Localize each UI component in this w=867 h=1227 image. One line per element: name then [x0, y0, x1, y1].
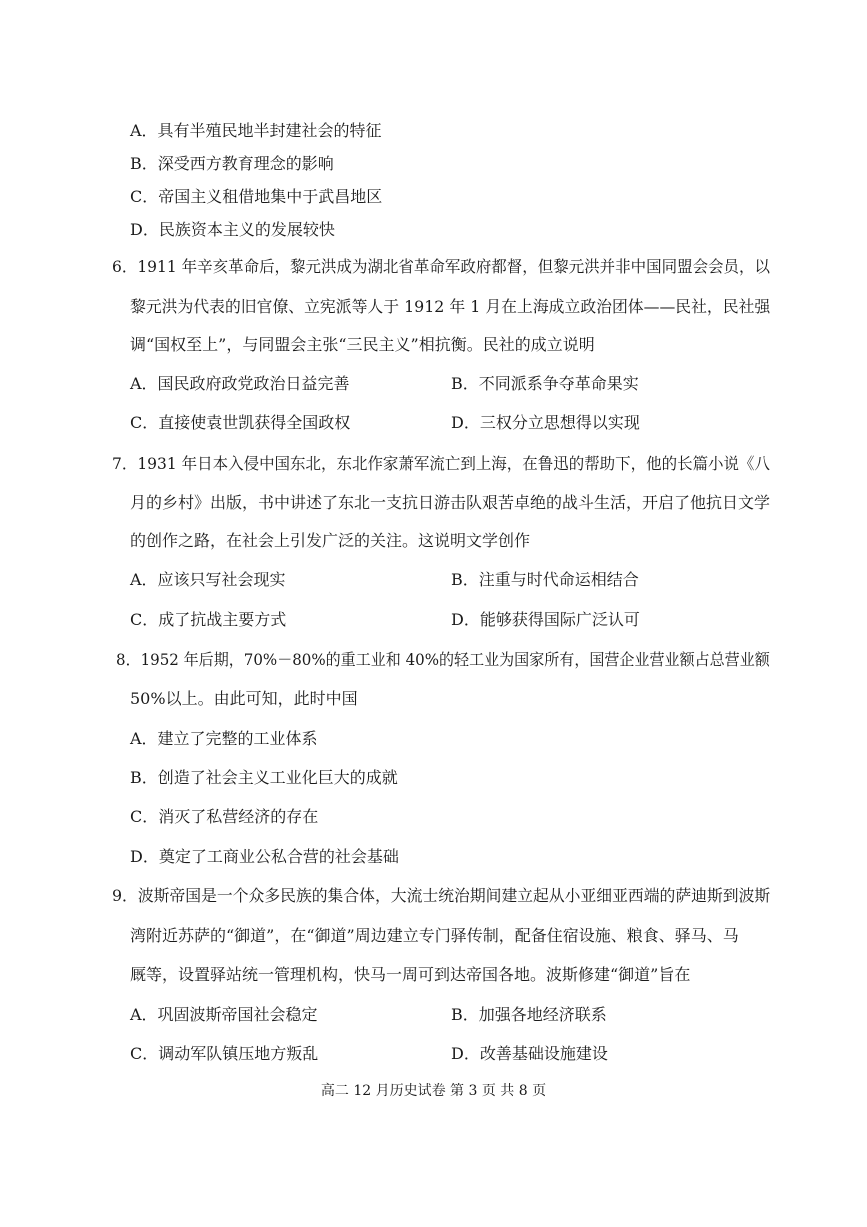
q6-option-a: A．国民政府政党政治日益完善: [130, 374, 350, 393]
q9-option-a: A．巩固波斯帝国社会稳定: [130, 1005, 318, 1024]
q9-option-d: D．改善基础设施建设: [451, 1044, 608, 1063]
page-footer: 高二 12 月历史试卷 第 3 页 共 8 页: [320, 1083, 547, 1099]
q7-option-d: D．能够获得国际广泛认可: [451, 610, 640, 629]
q8-stem-line-2: 50%以上。由此可知，此时中国: [130, 689, 358, 708]
q7-stem-line-2: 月的乡村》出版，书中讲述了东北一支抗日游击队艰苦卓绝的战斗生活，开启了他抗日文学: [130, 493, 771, 512]
q5-option-b: B．深受西方教育理念的影响: [130, 154, 334, 173]
q6-stem-line-3: 调“国权至上”，与同盟会主张“三民主义”相抗衡。民社的成立说明: [130, 335, 595, 354]
q7-option-a: A．应该只写社会现实: [130, 570, 286, 589]
q9-stem-line-3: 厩等，设置驿站统一管理机构，快马一周可到达帝国各地。波斯修建“御道”旨在: [130, 965, 691, 984]
q5-option-a: A．具有半殖民地半封建社会的特征: [130, 121, 382, 140]
q7-stem-line-3: 的创作之路，在社会上引发广泛的关注。这说明文学创作: [130, 531, 531, 550]
q7-stem-line-1: 7．1931 年日本入侵中国东北，东北作家萧军流亡到上海，在鲁迅的帮助下，他的长篇小说《八: [112, 454, 770, 473]
q6-stem-line-1: 6．1911 年辛亥革命后，黎元洪成为湖北省革命军政府都督，但黎元洪并非中国同盟会会员，以: [112, 257, 770, 276]
q5-option-d: D．民族资本主义的发展较快: [130, 220, 335, 239]
q5-option-c: C．帝国主义租借地集中于武昌地区: [130, 187, 383, 206]
q8-option-a: A．建立了完整的工业体系: [130, 729, 318, 748]
q6-option-c: C．直接使袁世凯获得全国政权: [130, 413, 351, 432]
q8-stem-line-1: 8．1952 年后期，70%－80%的重工业和 40%的轻工业为国家所有，国营企业营业额占总营业额: [116, 650, 770, 669]
q9-option-c: C．调动军队镇压地方叛乱: [130, 1044, 319, 1063]
q9-option-b: B．加强各地经济联系: [451, 1005, 607, 1024]
q8-option-c: C．消灭了私营经济的存在: [130, 807, 319, 826]
q7-option-c: C．成了抗战主要方式: [130, 610, 287, 629]
q9-stem-line-2: 湾附近苏萨的“御道”，在“御道”周边建立专门驿传制，配备住宿设施、粮食、驿马、马: [130, 926, 739, 945]
q9-stem-line-1: 9．波斯帝国是一个众多民族的集合体，大流士统治期间建立起从小亚细亚西端的萨迪斯到波斯: [112, 886, 771, 905]
q6-option-d: D．三权分立思想得以实现: [451, 413, 640, 432]
q6-stem-line-2: 黎元洪为代表的旧官僚、立宪派等人于 1912 年 1 月在上海成立政治团体——民社，民社强: [130, 297, 771, 316]
q8-option-b: B．创造了社会主义工业化巨大的成就: [130, 768, 398, 787]
q7-option-b: B．注重与时代命运相结合: [451, 570, 639, 589]
q8-option-d: D．奠定了工商业公私合营的社会基础: [130, 847, 399, 866]
q6-option-b: B．不同派系争夺革命果实: [451, 374, 639, 393]
